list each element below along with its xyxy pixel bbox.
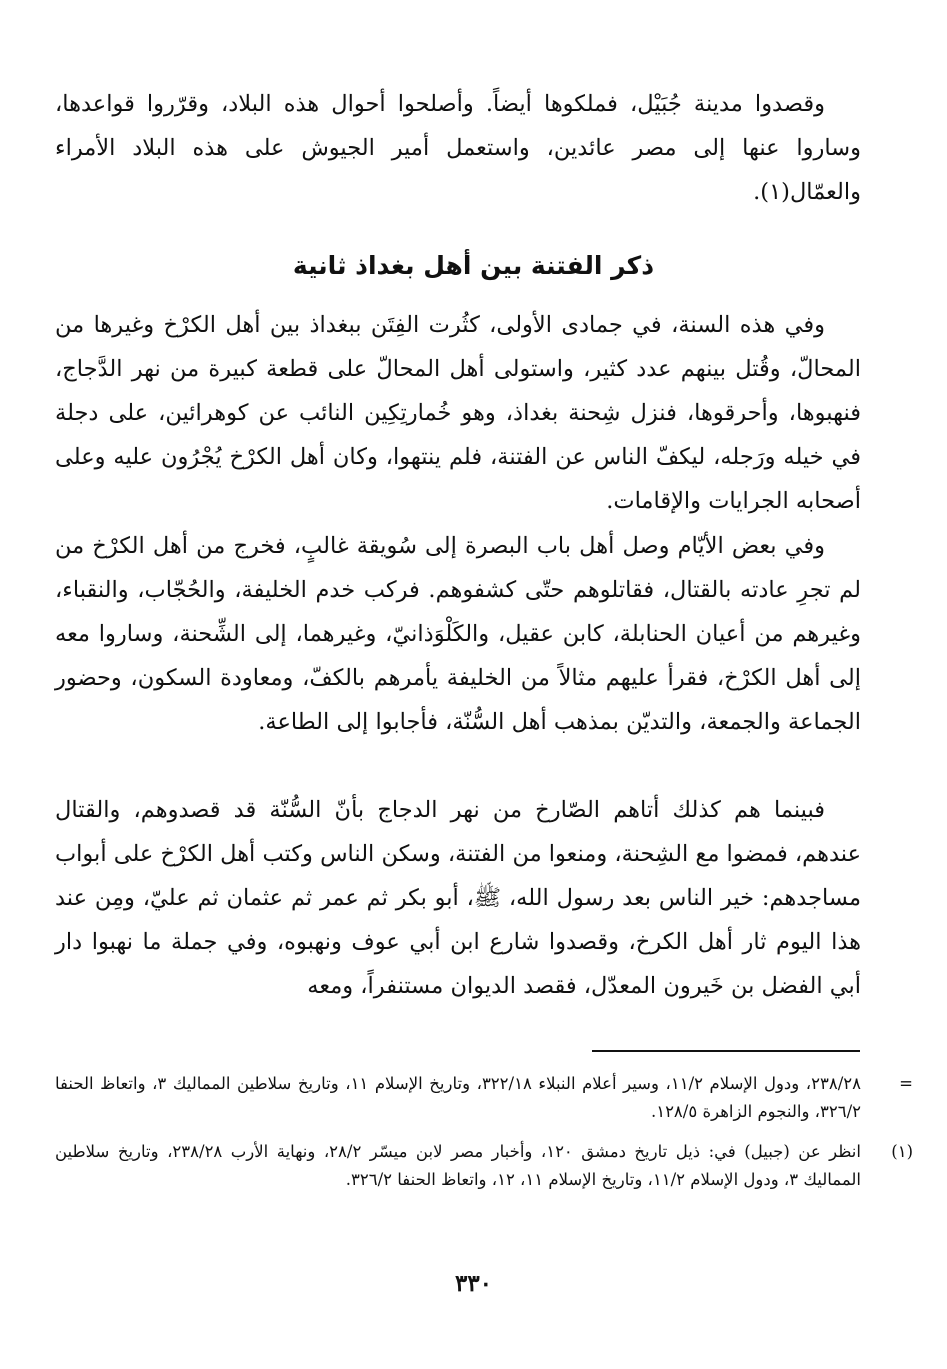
footnote-text: ٢٣٨/٢٨، ودول الإسلام ١١/٢، وسير أعلام النبلاء ٣٢٢/١٨، وتاريخ الإسلام ١١، وتاريخ سلاطين المماليك ٣، واتعاظ الحنفا ٣٢٦/٢، والنجوم الزاهرة ١٢٨/٥.: [55, 1074, 861, 1121]
body-paragraph-3: فبينما هم كذلك أتاهم الصّارخ من نهر الدجاج بأنّ السُّنّة قد قصدوهم، والقتال عندهم، فمضوا مع الشِحنة، ومنعوا من الفتنة، وسكن الناس وكتب أهل الكرْخ على أبواب مساجدهم: خير الناس بعد رسول الله، ﷺ، أبو بكر ثم عمر ثم عثمان ثم عليّ، ومِن عند هذا اليوم ثار أهل الكرخ، وقصدوا شارع ابن أبي عوف ونهبوه، وفي جملة ما نهبوا دار أبي الفضل بن خَيرون المعدّل، فقصد الديوان مستنفراً، ومعه: [55, 797, 861, 999]
footnote-1: [55, 1138, 913, 1194]
body-paragraph-2: وفي بعض الأيّام وصل أهل باب البصرة إلى سُويقة غالبٍ، فخرج من أهل الكرْخ من لم تجرِ عادته بالقتال، فقاتلوهم حتّى كشفوهم. فركب خدم الخليفة، والحُجّاب، والنقباء، وغيرهم من أعيان الحنابلة، كابن عقيل، والكَلْوَذانيّ، وغيرهما، إلى الشِّحنة، وساروا معه إلى أهل الكرْخ، فقرأ عليهم مثالاً من الخليفة يأمرهم بالكفّ، ومعاودة السكون، وحضور الجماعة والجمعة، والتديّن بمذهب أهل السُّنّة، فأجابوا إلى الطاعة.: [55, 533, 861, 735]
footnote-marker: (١): [891, 1142, 913, 1161]
footnote-divider: [592, 1050, 860, 1052]
continuation-paragraph: وقصدوا مدينة جُبَيْل، فملكوها أيضاً. وأصلحوا أحوال هذه البلاد، وقرّروا قواعدها، وساروا عنها إلى مصر عائدين، واستعمل أمير الجيوش على هذه البلاد الأمراء والعمّال(١).: [55, 91, 861, 205]
footnote-marker: =: [899, 1074, 913, 1093]
footnote-continuation: [55, 1070, 913, 1126]
page-number: ٣٣٠: [454, 1270, 493, 1297]
footnote-text: انظر عن (جبيل) في: ذيل تاريخ دمشق ١٢٠، وأخبار مصر لابن ميسّر ٢٨/٢، ونهاية الأرب ٢٣٨/٢٨، وتاريخ سلاطين المماليك ٣، ودول الإسلام ١١/٢، وتاريخ الإسلام ١١، ١٢، واتعاظ الحنفا ٣٢٦/٢.: [55, 1142, 861, 1189]
section-heading: ذكر الفتنة بين أهل بغداذ ثانية: [292, 251, 655, 280]
body-paragraph-1: وفي هذه السنة، في جمادى الأولى، كثُرت الفِتَن ببغداذ بين أهل الكرْخ وغيرها من المحالّ، وقُتل بينهم عدد كثير، واستولى أهل المحالّ على قطعة كبيرة من نهر الدَّجاج، فنهبوها، وأحرقوها، فنزل شِحنة بغداذ، وهو خُمارتِكِين النائب عن كوهرائين، على دجلة في خيله ورَجله، ليكفّ الناس عن الفتنة، فلم ينتهوا، وكان أهل الكرْخ يُجْرُون عليه وعلى أصحابه الجرايات والإقامات.: [55, 312, 861, 514]
